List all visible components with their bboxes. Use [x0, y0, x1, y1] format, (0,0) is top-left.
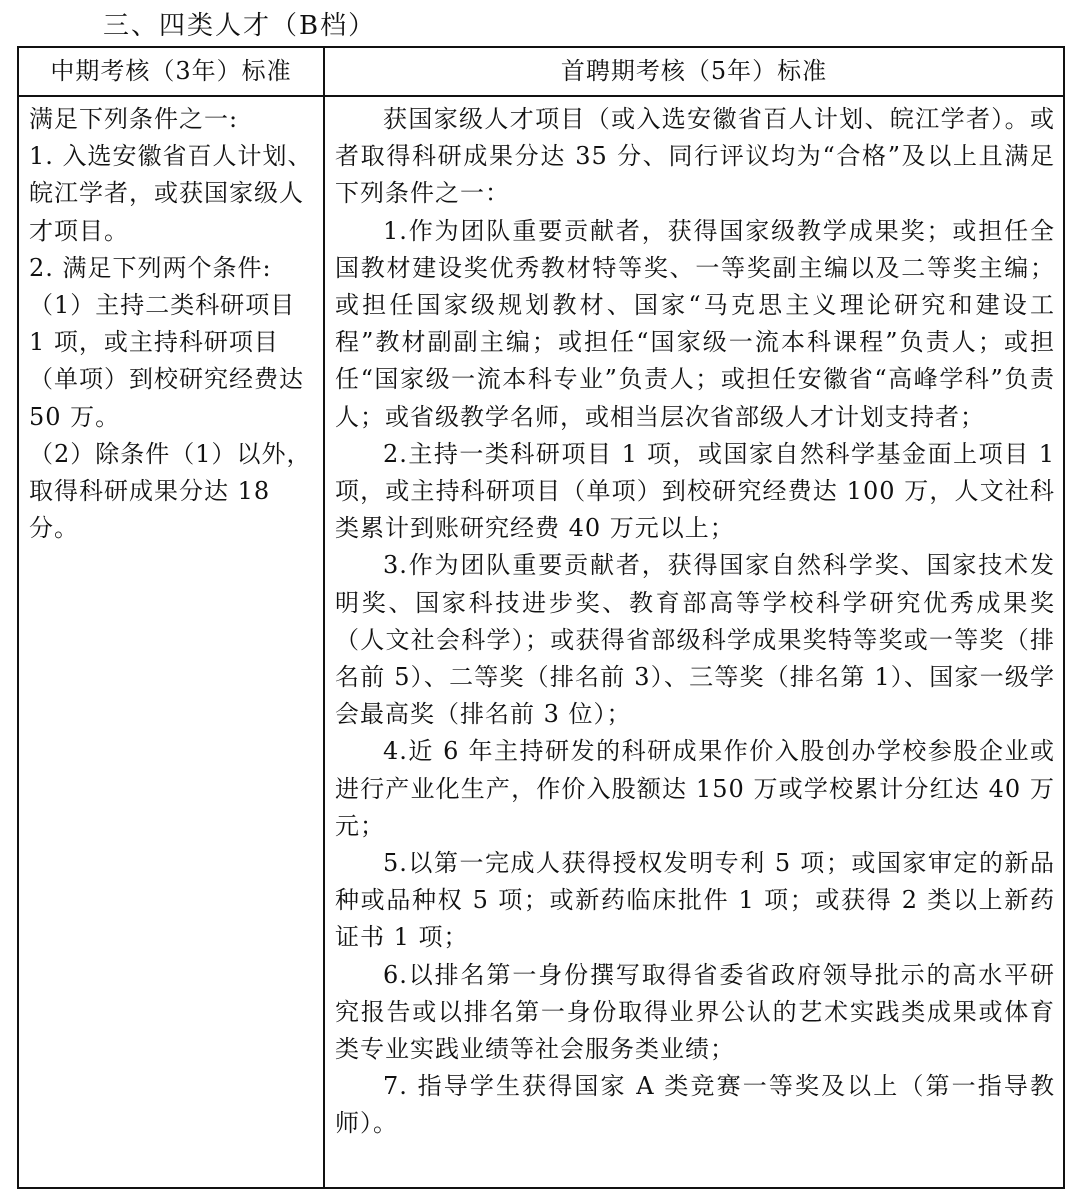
first-term-paragraph: 1.作为团队重要贡献者，获得国家级教学成果奖；或担任全国教材建设奖优秀教材特等奖、一等奖副主编以及二等奖主编；或担任国家级规划教材、国家“马克思主义理论研究和建设工程”教材副副主编；或担任“国家级一流本科课程”负责人；或担任“国家级一流本科专业”负责人；或担任安徽省“高峰学科”负责人；或省级教学名师，或相当层次省部级人才计划支持者；: [335, 216, 1055, 431]
first-term-paragraph: 6.以排名第一身份撰写取得省委省政府领导批示的高水平研究报告或以排名第一身份取得业界公认的艺术实践类成果或体育类专业实践业绩等社会服务类业绩；: [335, 960, 1055, 1064]
midterm-line: （1）主持二类科研项目 1 项，或主持科研项目（单项）到校研究经费达 50 万。: [29, 291, 304, 431]
table-header-row: [18, 47, 1064, 96]
first-term-paragraph: 4.近 6 年主持研发的科研成果作价入股创办学校参股企业或进行产业化生产，作价入股额达 150 万或学校累计分红达 40 万元；: [335, 737, 1055, 840]
first-term-paragraph: 获国家级人才项目（或入选安徽省百人计划、皖江学者）。或者取得科研成果分达 35 分、同行评议均为“合格”及以上且满足下列条件之一：: [335, 105, 1055, 208]
first-term-paragraph: 5.以第一完成人获得授权发明专利 5 项；或国家审定的新品种或品种权 5 项；或新药临床批件 1 项；或获得 2 类以上新药证书 1 项；: [335, 849, 1055, 952]
table-body-row: [18, 96, 1064, 1188]
first-term-paragraph: 7. 指导学生获得国家 A 类竞赛一等奖及以上（第一指导教师）。: [335, 1072, 1055, 1138]
midterm-line: （2）除条件（1）以外，取得科研成果分达 18 分。: [29, 439, 312, 543]
header-first-term: 首聘期考核（5年）标准: [324, 47, 1064, 96]
section-title: 三、四类人才（B档）: [103, 11, 377, 41]
midterm-line: 满足下列条件之一:: [29, 105, 239, 133]
first-term-criteria-cell: [324, 96, 1064, 1188]
first-term-paragraph: 3.作为团队重要贡献者，获得国家自然科学奖、国家技术发明奖、国家科技进步奖、教育部高等学校科学研究优秀成果奖（人文社会科学）；或获得省部级科学成果奖特等奖或一等奖（排名前 5）、二等奖（排名前 3）、三等奖（排名第 1）、国家一级学会最高奖（排名前 3 位）；: [335, 551, 1055, 729]
midterm-line: 2. 满足下列两个条件:: [29, 253, 272, 282]
midterm-line: 1. 入选安徽省百人计划、皖江学者，或获国家级人才项目。: [29, 142, 313, 245]
header-midterm: 中期考核（3年）标准: [18, 47, 324, 96]
standards-table: [17, 46, 1065, 1189]
first-term-paragraph: 2.主持一类科研项目 1 项，或国家自然科学基金面上项目 1 项，或主持科研项目（单项）到校研究经费达 100 万，人文社科类累计到账研究经费 40 万元以上；: [335, 439, 1055, 543]
midterm-criteria-cell: [18, 96, 324, 1188]
